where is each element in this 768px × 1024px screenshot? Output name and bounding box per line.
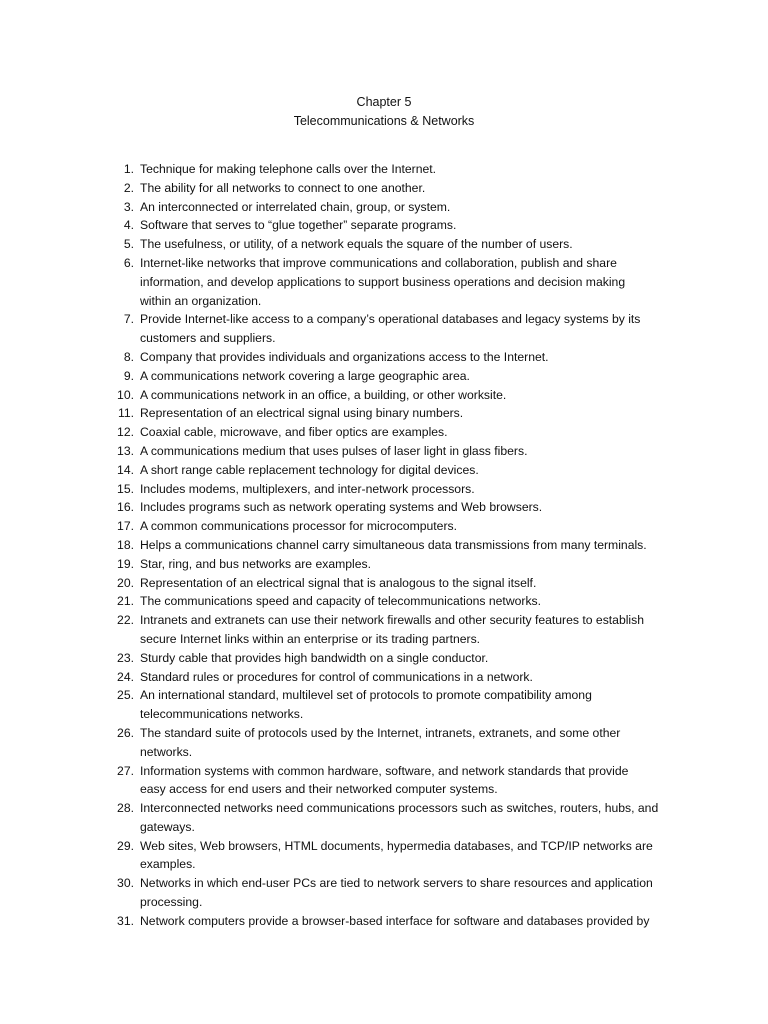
item-number: 15. [117,481,134,496]
item-number: 30. [117,876,134,891]
list-item [108,555,678,574]
item-text: Representation of an electrical signal using binary numbers. [140,406,464,421]
item-number: 4. [123,218,134,233]
item-number: 20. [117,575,134,590]
list-item [108,367,678,386]
item-number: 16. [117,500,134,515]
item-text: The standard suite of protocols used by the Internet, intranets, extranets, and some other networks. [140,725,621,759]
item-text: Representation of an electrical signal that is analogous to the signal itself. [140,575,537,590]
item-text: Company that provides individuals and organizations access to the Internet. [140,349,549,364]
list-item [108,649,678,668]
list-item [108,216,678,235]
item-text: A communications network in an office, a building, or other worksite. [140,387,507,402]
item-text: Internet-like networks that improve communications and collaboration, publish and share information, and develop applications to support business operations and decision making within an organization. [140,255,626,308]
item-text: Intranets and extranets can use their network firewalls and other security features to establish secure Internet links within an enterprise or its trading partners. [140,613,645,646]
item-text: A common communications processor for microcomputers. [140,519,457,534]
item-text: Star, ring, and bus networks are examples. [140,556,372,571]
list-item [108,461,678,480]
item-number: 22. [117,613,134,628]
item-number: 3. [123,199,134,214]
list-item [108,686,678,724]
item-number: 10. [117,387,134,402]
item-text: Provide Internet-like access to a company’s operational databases and legacy systems by its customers and suppliers. [140,312,641,346]
list-item [108,480,678,499]
item-text: Standard rules or procedures for control of communications in a network. [140,669,533,684]
list-item [108,310,678,348]
list-item [108,442,678,461]
list-item [108,179,678,198]
item-number: 19. [117,556,134,571]
item-text: A communications network covering a large geographic area. [140,368,470,383]
item-number: 1. [123,162,134,176]
item-number: 26. [117,725,134,740]
item-text: Interconnected networks need communications processors such as switches, routers, hubs, and gateways. [140,801,659,834]
item-number: 23. [117,650,134,665]
item-number: 2. [123,180,134,195]
item-text: Includes programs such as network operating systems and Web browsers. [140,500,543,515]
list-item [108,611,678,649]
item-text: A short range cable replacement technology for digital devices. [140,462,479,477]
item-text: Includes modems, multiplexers, and inter-network processors. [140,481,475,496]
chapter-heading: Chapter 5 [356,95,412,109]
list-item [108,837,678,875]
item-number: 13. [117,443,134,458]
item-number: 17. [117,519,134,534]
item-number: 12. [117,425,134,440]
item-number: 24. [117,669,134,684]
list-item [108,254,678,310]
list-item [108,668,678,687]
item-text: The usefulness, or utility, of a network equals the square of the number of users. [140,237,573,252]
list-item [108,592,678,611]
item-text: An interconnected or interrelated chain, group, or system. [140,199,451,214]
item-text: An international standard, multilevel set of protocols to promote compatibility among telecommunications networks. [140,688,592,722]
item-text: Web sites, Web browsers, HTML documents, hypermedia databases, and TCP/IP networks are examples. [140,838,653,872]
list-item [108,799,678,837]
list-item [108,235,678,254]
item-number: 5. [123,237,134,252]
item-text: Networks in which end-user PCs are tied to network servers to share resources and application processing. [140,876,653,910]
list-item [108,348,678,367]
item-text: Network computers provide a browser-based interface for software and databases provided by [140,913,650,928]
list-item [108,536,678,555]
list-item [108,724,678,762]
item-text: Technique for making telephone calls over the Internet. [140,162,437,176]
item-text: Coaxial cable, microwave, and fiber optics are examples. [140,425,448,440]
chapter-title: Telecommunications & Networks [293,114,475,128]
item-number: 7. [123,312,134,327]
item-text: The communications speed and capacity of telecommunications networks. [140,594,542,609]
item-number: 9. [123,368,134,383]
list-item [108,423,678,442]
item-number: 29. [117,838,134,853]
item-text: Software that serves to “glue together” separate programs. [140,218,457,233]
item-number: 25. [117,688,134,703]
item-text: A communications medium that uses pulses of laser light in glass fibers. [140,443,528,458]
question-list [108,160,678,931]
list-item [108,517,678,536]
item-number: 8. [123,349,134,364]
item-number: 31. [117,913,134,928]
item-number: 28. [117,801,134,816]
item-number: 27. [117,763,134,778]
item-number: 11. [117,406,134,421]
list-item [108,198,678,217]
item-text: Helps a communications channel carry simultaneous data transmissions from many terminals. [140,537,647,552]
item-number: 18. [117,537,134,552]
list-item [108,912,678,931]
list-item [108,874,678,912]
list-item [108,386,678,405]
item-text: The ability for all networks to connect to one another. [140,180,426,195]
list-item [108,574,678,593]
item-number: 6. [123,255,134,270]
list-item [108,762,678,800]
item-number: 21. [117,594,134,609]
list-item [108,404,678,423]
item-text: Sturdy cable that provides high bandwidth on a single conductor. [140,650,489,665]
list-item [108,160,678,179]
list-item [108,498,678,517]
item-number: 14. [117,462,134,477]
item-text: Information systems with common hardware, software, and network standards that provide easy access for end users and their networked computer systems. [140,763,629,797]
